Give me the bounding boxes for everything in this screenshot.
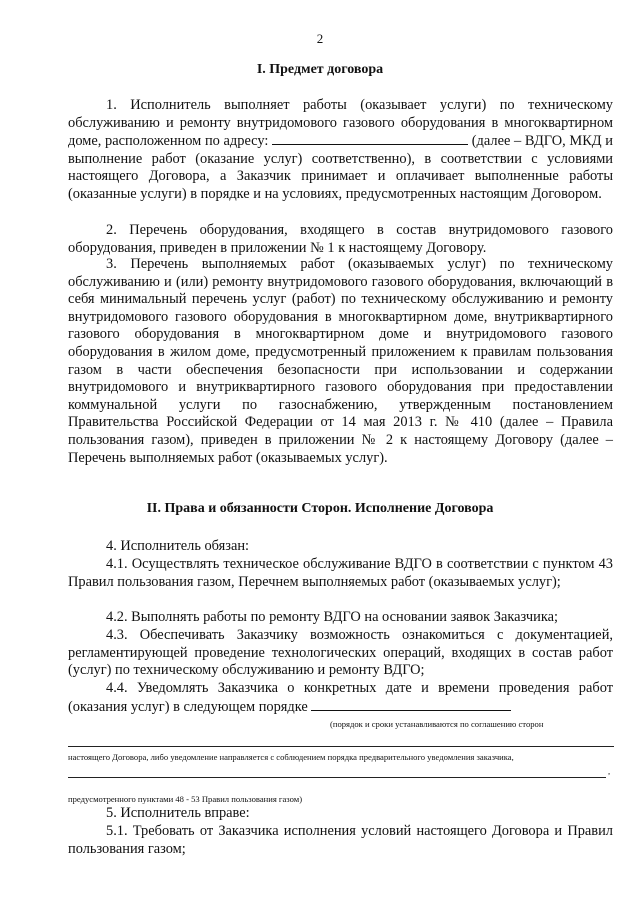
paragraph-5: 5. Исполнитель вправе: [106,805,250,821]
paragraph-2: 2. Перечень оборудования, входящего в состав внутридомового газового оборудования, приведен в приложении № 1 к настоящему Договору. [68,222,613,256]
paragraph-4-4 [68,680,613,716]
note-comma: , [608,766,611,776]
blank-line-1 [68,746,614,747]
blank-line-2 [68,777,606,778]
paragraph-4-2: 4.2. Выполнять работы по ремонту ВДГО на основании заявок Заказчика; [106,609,559,625]
order-blank [311,698,511,711]
paragraph-1-cont: (далее – ВДГО, МКД и выполнение работ (оказание услуг) соответственно), в соответствии с условиями настоящего Договора, а Заказчик принимает и оплачивает выполненные работы (оказанные услуги) в порядке и на условиях, предусмотренных настоящим Договором. [68,133,613,202]
paragraph-4-4-text: 4.4. Уведомлять Заказчика о конкретных дате и времени проведения работ (оказания услуг) в следующем порядке [68,680,613,715]
paragraph-4-1: 4.1. Осуществлять техническое обслуживание ВДГО в соответствии с пунктом 43 Правил пользования газом, Перечнем выполняемых работ (оказываемых услуг); [68,556,613,590]
paragraph-3: 3. Перечень выполняемых работ (оказываемых услуг) по техническому обслуживанию и (или) ремонту внутридомового газового оборудования, включающий в себя минимальный перечень услуг (работ) по техническому обслуживанию и ремонту внутридомового газового оборудования в многоквартирном доме, внутриквартирного газового оборудования в многоквартирном доме и внутридомового газового оборудования в жилом доме, предусмотренный приложением к правилам пользования газом в части обеспечения безопасности при использовании и содержании внутридомового и внутриквартирного газового оборудования при предоставлении коммунальной услуги по газоснабжению, утвержденным постановлением Правительства Российской Федерации от 14 мая 2013 г. № 410 (далее – Правила пользования газом), приведен в приложении № 2 к настоящему Договору (далее – Перечень выполняемых работ (оказываемых услуг). [68,256,613,466]
paragraph-4: 4. Исполнитель обязан: [106,538,250,554]
paragraph-4-3: 4.3. Обеспечивать Заказчику возможность ознакомиться с документацией, регламентирующей проведение технологических операций, входящих в состав работ (услуг) по техническому обслуживанию и ремонту ВДГО; [68,627,613,679]
note-order-terms: (порядок и сроки устанавливаются по соглашению сторон [330,719,544,729]
address-blank [272,132,468,145]
page-number: 2 [316,31,324,46]
paragraph-1 [68,97,613,204]
section-1-title: I. Предмет договора [256,62,384,77]
note-agreement: настоящего Договора, либо уведомление направляется с соблюдением порядка предварительного уведомления заказчика, [68,752,514,762]
paragraph-1-text: 1. Исполнитель выполняет работы (оказывает услуги) по техническому обслуживанию и ремонту внутридомового газового оборудования в многоквартирном доме, расположенном по адресу: [68,97,613,150]
section-2-title: II. Права и обязанности Сторон. Исполнение Договора [146,501,494,516]
paragraph-5-1: 5.1. Требовать от Заказчика исполнения условий настоящего Договора и Правил пользования газом; [68,823,613,857]
note-rules-ref: предусмотренного пунктами 48 - 53 Правил пользования газом) [68,794,303,804]
